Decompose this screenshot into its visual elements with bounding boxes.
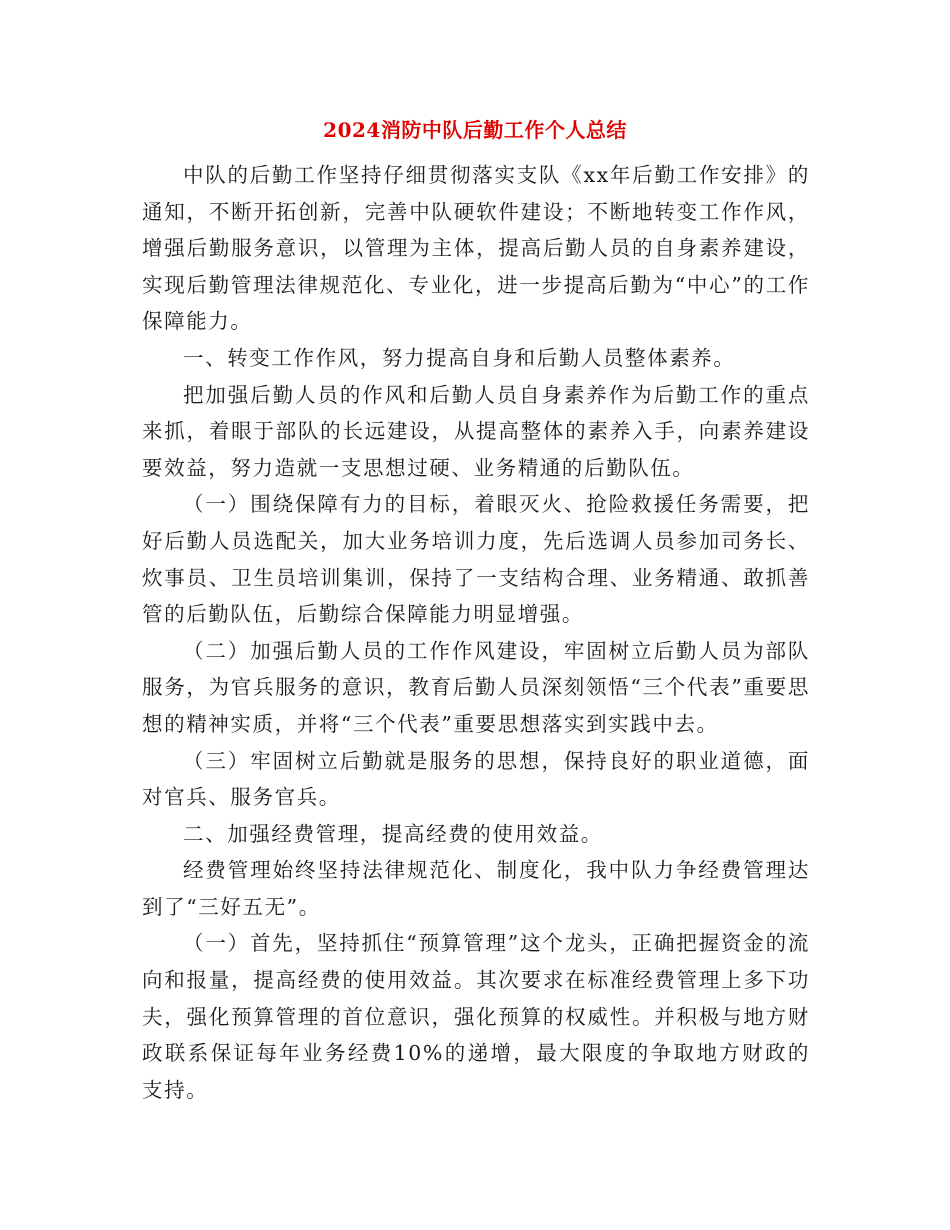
paragraph-item-1-1: （一）围绕保障有力的目标，着眼灭火、抢险救援任务需要，把好后勤人员选配关，加大业务培训力度，先后选调人员参加司务长、炊事员、卫生员培训集训，保持了一支结构合理、业务精通、敢抓善管的后勤队伍，后勤综合保障能力明显增强。	[142, 492, 810, 627]
paragraph-section-1: 把加强后勤人员的作风和后勤人员自身素养作为后勤工作的重点来抓，着眼于部队的长远建设，从提高整体的素养入手，向素养建设要效益，努力造就一支思想过硬、业务精通的后勤队伍。	[142, 382, 810, 480]
document-body	[142, 157, 810, 1108]
section-heading-2: 二、加强经费管理，提高经费的使用效益。	[183, 821, 603, 846]
section-heading-1: 一、转变工作作风，努力提高自身和后勤人员整体素养。	[183, 345, 736, 370]
paragraph-item-2-1: （一）首先，坚持抓住“预算管理”这个龙头，正确把握资金的流向和报量，提高经费的使用效益。其次要求在标准经费管理上多下功夫，强化预算管理的首位意识，强化预算的权威性。并积极与地方财政联系保证每年业务经费10%的递增，最大限度的争取地方财政的支持。	[142, 931, 810, 1102]
paragraph-item-1-3: （三）牢固树立后勤就是服务的思想，保持良好的职业道德，面对官兵、服务官兵。	[142, 748, 810, 810]
paragraph-section-2: 经费管理始终坚持法律规范化、制度化，我中队力争经费管理达到了“三好五无”。	[142, 858, 810, 919]
paragraph-intro: 中队的后勤工作坚持仔细贯彻落实支队《xx年后勤工作安排》的通知，不断开拓创新，完善中队硬软件建设；不断地转变工作作风，增强后勤服务意识，以管理为主体，提高后勤人员的自身素养建设，实现后勤管理法律规范化、专业化，进一步提高后勤为“中心”的工作保障能力。	[142, 163, 810, 334]
paragraph-item-1-2: （二）加强后勤人员的工作作风建设，牢固树立后勤人员为部队服务，为官兵服务的意识，教育后勤人员深刻领悟“三个代表”重要思想的精神实质，并将“三个代表”重要思想落实到实践中去。	[142, 638, 810, 736]
document-title: 2024消防中队后勤工作个人总结	[323, 118, 627, 142]
